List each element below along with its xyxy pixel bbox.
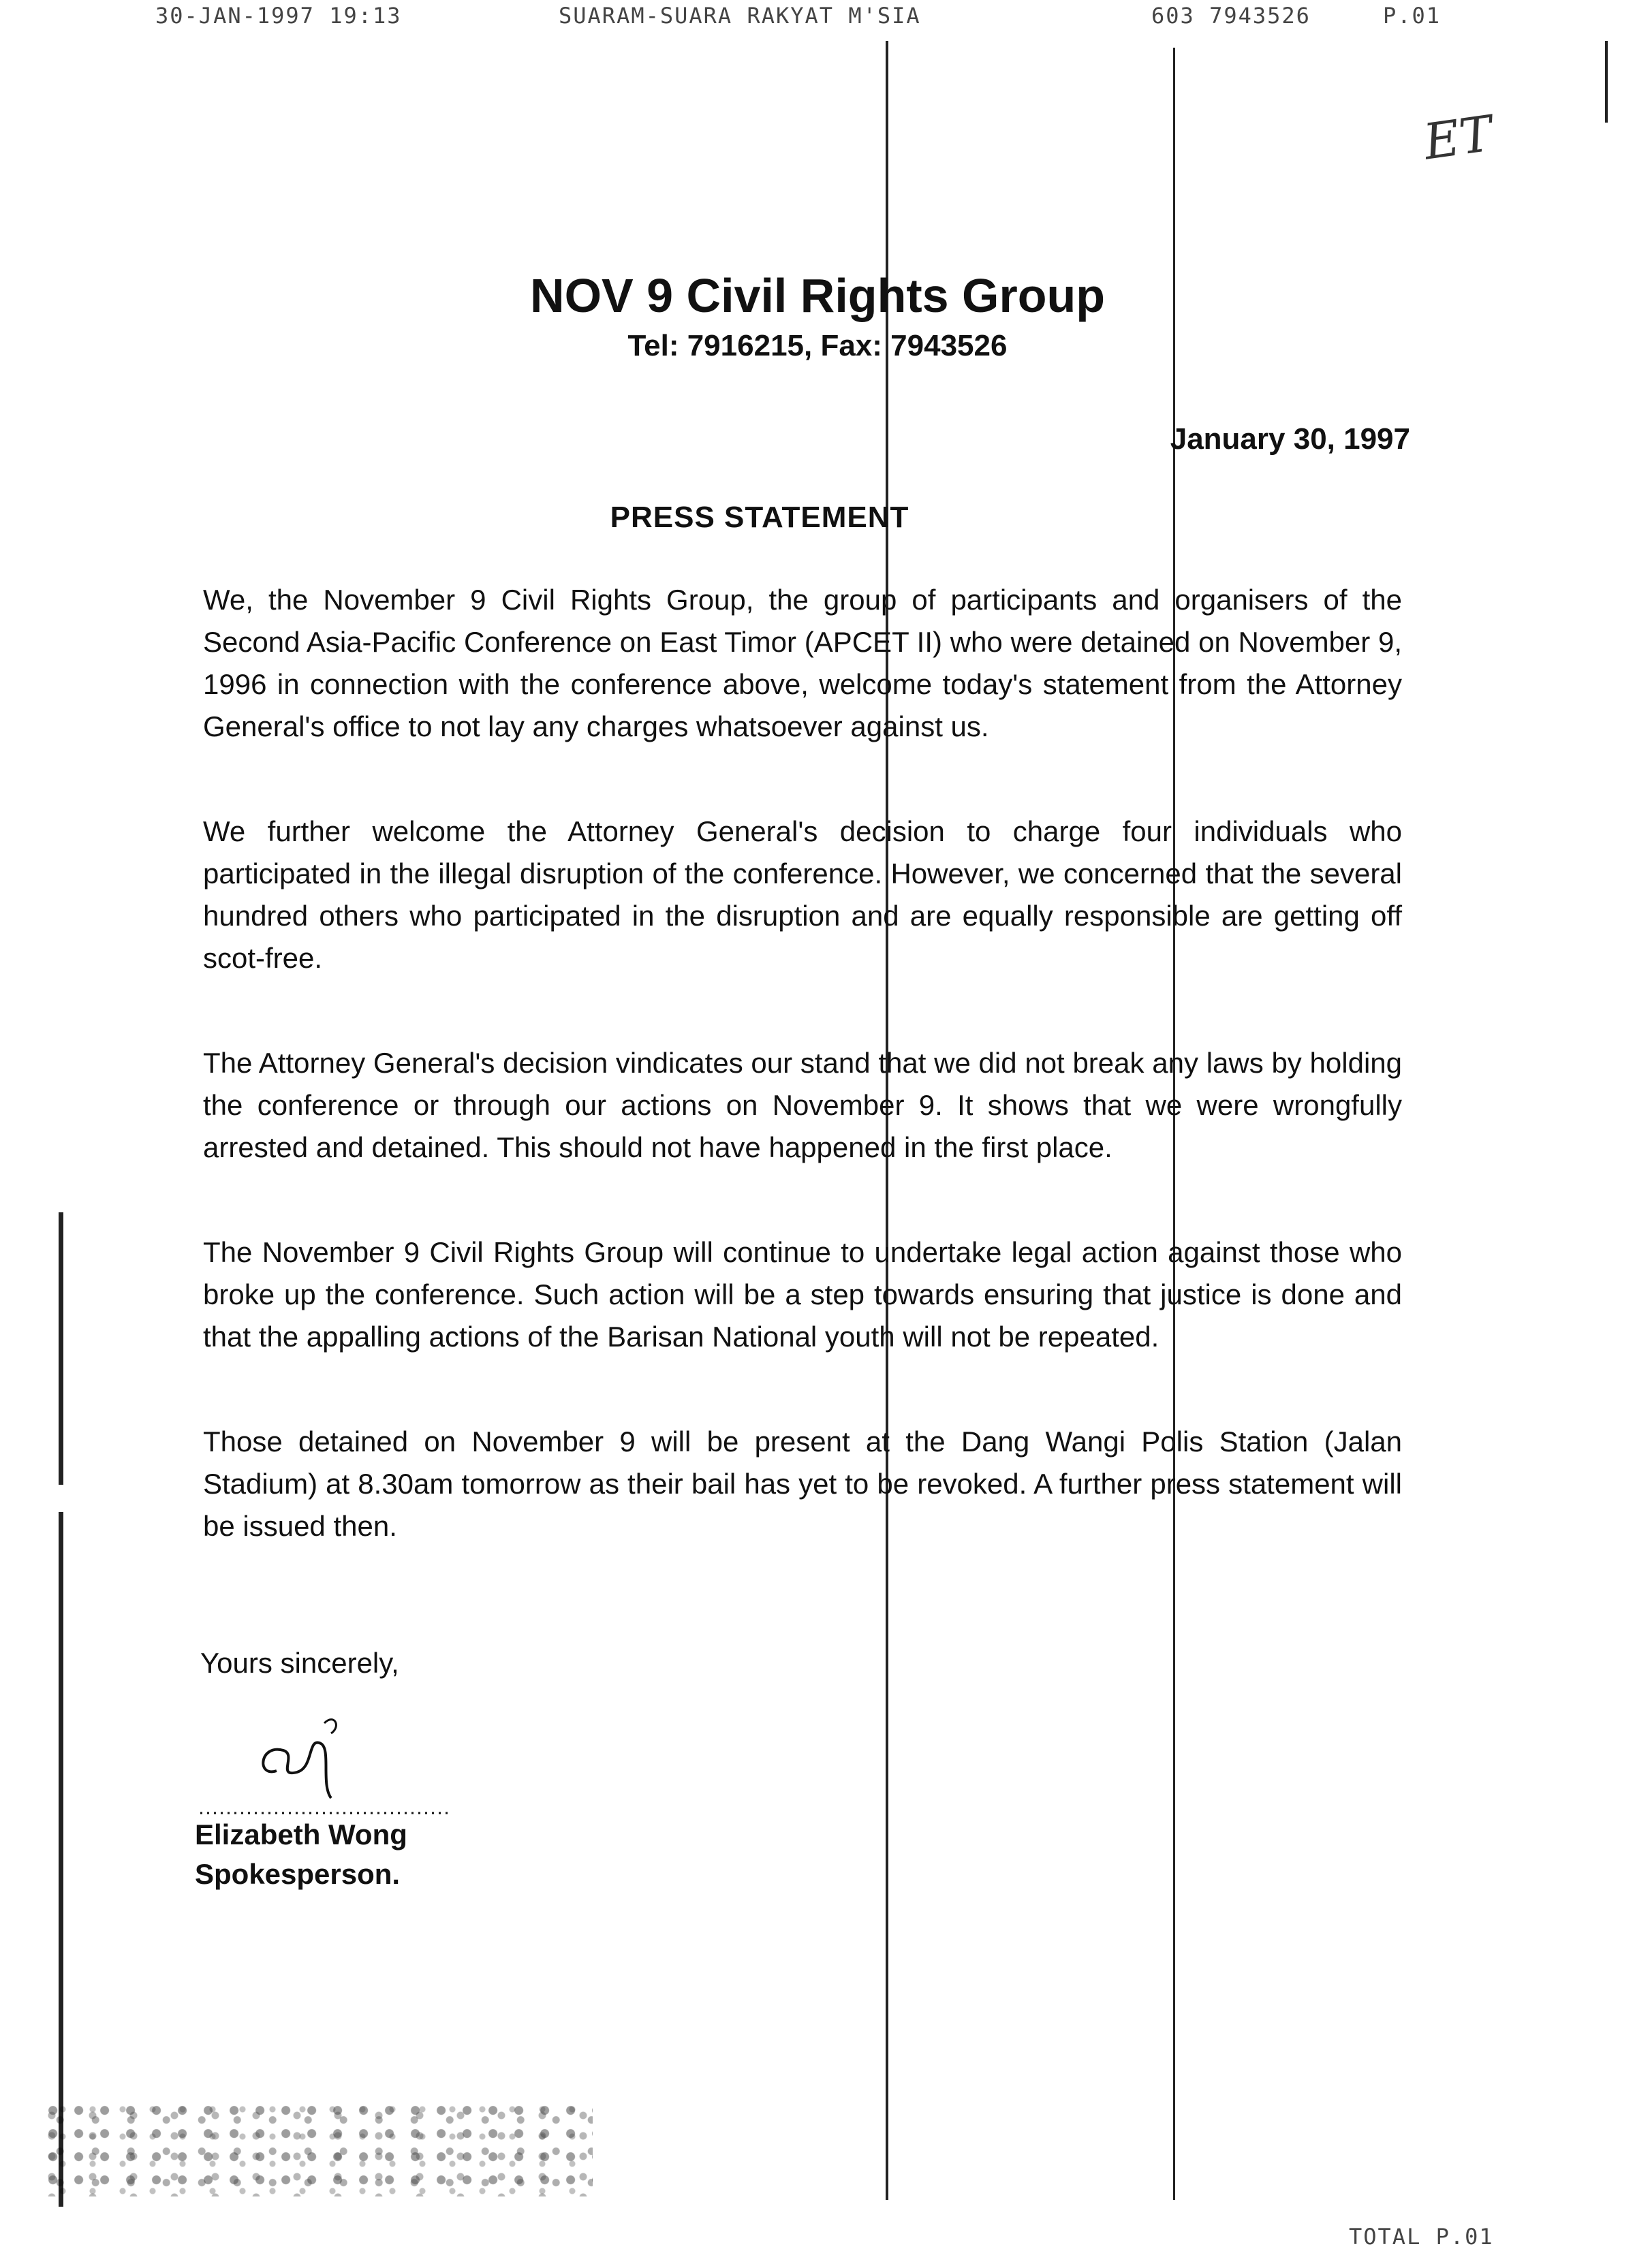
signature-scribble-icon [195, 1696, 454, 1818]
signatory-block [195, 1815, 407, 1894]
document-title: PRESS STATEMENT [610, 501, 909, 534]
fax-page-number: P.01 [1383, 3, 1442, 29]
fax-header [0, 3, 1635, 30]
body-paragraph: We further welcome the Attorney General's decision to charge four individuals who participated in the illegal disruption of the conference. However, we concerned that the several hundred others who participated in the disruption and are equally responsible are getting off scot-free. [203, 815, 1402, 974]
scan-noise [48, 2101, 593, 2196]
body-paragraph: We, the November 9 Civil Rights Group, the group of participants and organisers of the Second Asia-Pacific Conference on East Timor (APCET II) who were detained on November 9, 1996 in connection with the conference above, welcome today's statement from the Attorney General's office to not lay any charges whatsoever against us. [203, 584, 1402, 742]
letterhead [436, 266, 1199, 366]
signatory-name: Elizabeth Wong [195, 1818, 407, 1850]
fax-date-time: 30-JAN-1997 19:13 [155, 3, 402, 29]
document-date: January 30, 1997 [1170, 422, 1410, 456]
fax-footer: TOTAL P.01 [1349, 2224, 1494, 2250]
body-paragraph: Those detained on November 9 will be present at the Dang Wangi Polis Station (Jalan Stadium) at 8.30am tomorrow as their bail has yet to be revoked. A further press statement will be issued then. [203, 1426, 1402, 1542]
signatory-role: Spokesperson. [195, 1858, 401, 1890]
body-paragraph: The Attorney General's decision vindicates our stand that we did not break any laws by holding the conference or through our actions on November 9. It shows that we were wrongfully arrested and detained. This should not have happened in the first place. [203, 1047, 1402, 1163]
fax-sender: SUARAM-SUARA RAKYAT M'SIA [559, 3, 921, 29]
organization-name: NOV 9 Civil Rights Group [530, 269, 1105, 322]
handwritten-initials: ET [1420, 104, 1496, 171]
signature [195, 1696, 454, 1818]
statement-body [203, 579, 1402, 1610]
fax-number: 603 7943526 [1151, 3, 1311, 29]
scan-artifact-line [1605, 41, 1608, 123]
contact-line: Tel: 7916215, Fax: 7943526 [627, 329, 1008, 362]
body-paragraph: The November 9 Civil Rights Group will continue to undertake legal action against those who broke up the conference. Such action will be a step towards ensuring that justice is done and that the appalling actions of the Barisan National youth will not be repeated. [203, 1236, 1402, 1353]
scan-artifact-line [59, 1212, 63, 1485]
closing-salutation: Yours sincerely, [200, 1647, 399, 1679]
